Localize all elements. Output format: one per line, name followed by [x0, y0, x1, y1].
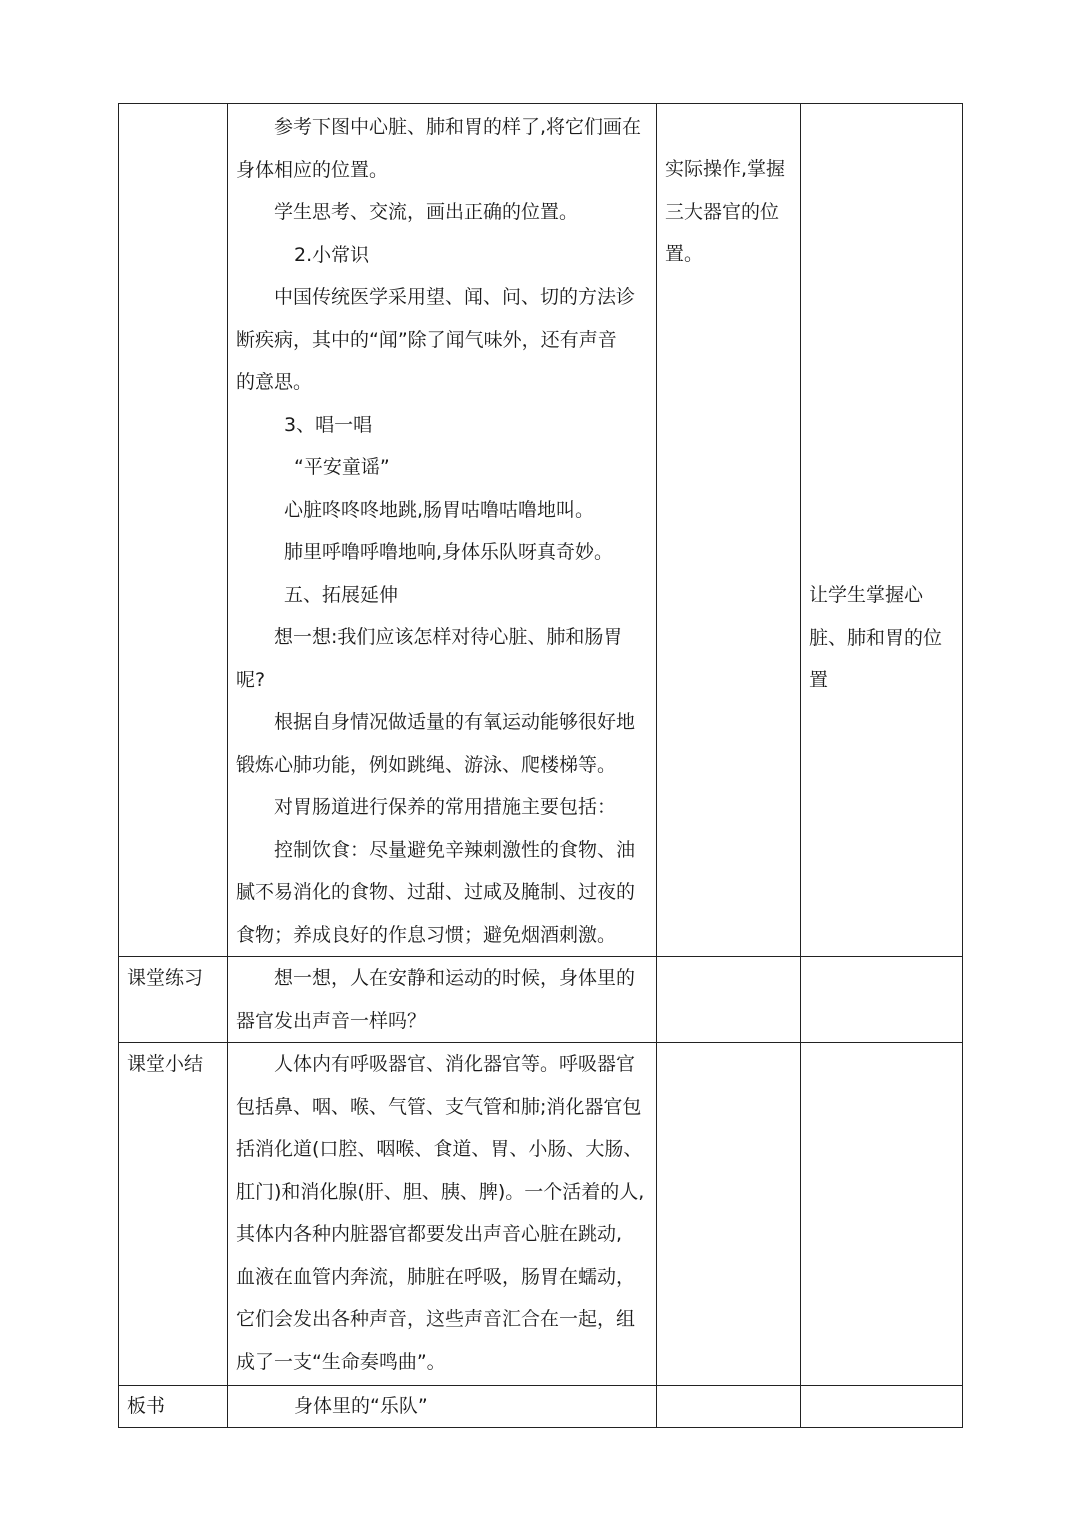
row-label-practice: 课堂练习	[119, 957, 228, 1043]
table-row-activity	[119, 104, 963, 957]
empty-cell	[657, 1386, 801, 1428]
content-line: 中国传统医学采用望、闻、问、切的方法诊	[274, 286, 636, 308]
content-line: 参考下图中心脏、肺和胃的样了,将它们画在	[274, 116, 642, 138]
empty-cell	[801, 1386, 963, 1428]
intent-line: 三大器官的位	[665, 200, 780, 223]
practice-content-cell	[228, 957, 657, 1043]
activity-content-cell	[228, 104, 657, 957]
summary-content-cell	[228, 1043, 657, 1386]
content-line: 包括鼻、咽、喉、气管、支气管和肺;消化器官包	[236, 1095, 642, 1118]
content-line: 五、拓展延伸	[284, 583, 399, 606]
content-line: 肺里呼噜呼噜地响,身体乐队呀真奇妙。	[284, 541, 614, 563]
content-line: 断疾病，其中的“闻”除了闻气味外，还有声音	[236, 328, 617, 351]
row-label-board: 板书	[119, 1386, 228, 1428]
content-line: 对胃肠道进行保养的常用措施主要包括：	[274, 796, 617, 818]
content-line: 心脏咚咚咚地跳,肠胃咕噜咕噜地叫。	[284, 498, 595, 521]
content-line: 腻不易消化的食物、过甜、过咸及腌制、过夜的	[236, 881, 636, 903]
lesson-plan-table	[118, 103, 963, 1428]
table-row-board	[119, 1386, 963, 1428]
content-line: 根据自身情况做适量的有氧运动能够很好地	[274, 711, 636, 733]
content-line: 2.小常识	[294, 243, 370, 266]
note-line: 让学生掌握心	[809, 584, 924, 606]
empty-cell	[657, 957, 801, 1043]
content-line: 控制饮食：尽量避免辛辣刺激性的食物、油	[274, 838, 636, 861]
intent-line: 置。	[665, 243, 704, 265]
empty-cell	[801, 957, 963, 1043]
content-line: 3、唱一唱	[284, 413, 373, 436]
row-label-cell	[119, 104, 228, 957]
content-line: 身体里的“乐队”	[294, 1395, 428, 1417]
table-row-practice	[119, 957, 963, 1043]
content-line: 想一想，人在安静和运动的时候，身体里的	[274, 967, 636, 989]
intent-line: 实际操作,掌握	[665, 158, 786, 180]
content-line: 肛门)和消化腺(肝、胆、胰、脾)。一个活着的人,	[236, 1180, 645, 1203]
content-line: 它们会发出各种声音，这些声音汇合在一起，组	[236, 1308, 636, 1330]
empty-cell	[657, 1043, 801, 1386]
board-content-cell	[228, 1386, 657, 1428]
content-line: 学生思考、交流，画出正确的位置。	[274, 201, 579, 223]
content-line: 血液在血管内奔流，肺脏在呼吸，肠胃在蠕动，	[236, 1265, 636, 1288]
note-line: 置	[809, 669, 829, 691]
row-label-summary: 课堂小结	[119, 1043, 228, 1386]
table-row-summary	[119, 1043, 963, 1386]
content-line: 的意思。	[236, 371, 313, 393]
content-line: 人体内有呼吸器官、消化器官等。呼吸器官	[274, 1053, 636, 1075]
content-line: 其体内各种内脏器官都要发出声音心脏在跳动,	[236, 1223, 623, 1245]
content-line: 成了一支“生命奏鸣曲”。	[236, 1350, 446, 1373]
note-cell	[801, 104, 963, 957]
content-line: 括消化道(口腔、咽喉、食道、胃、小肠、大肠、	[236, 1138, 643, 1160]
content-line: 锻炼心肺功能，例如跳绳、游泳、爬楼梯等。	[236, 753, 617, 776]
content-line: 身体相应的位置。	[236, 158, 389, 181]
content-line: 食物；养成良好的作息习惯；避免烟酒刺激。	[236, 923, 617, 946]
design-intent-cell	[657, 104, 801, 957]
empty-cell	[801, 1043, 963, 1386]
content-line: 呢?	[236, 668, 266, 691]
content-line: 想一想:我们应该怎样对待心脏、肺和肠胃	[274, 626, 623, 648]
content-line: 器官发出声音一样吗？	[236, 1009, 427, 1032]
content-line: “平安童谣”	[294, 456, 390, 478]
note-line: 脏、肺和胃的位	[809, 626, 943, 649]
